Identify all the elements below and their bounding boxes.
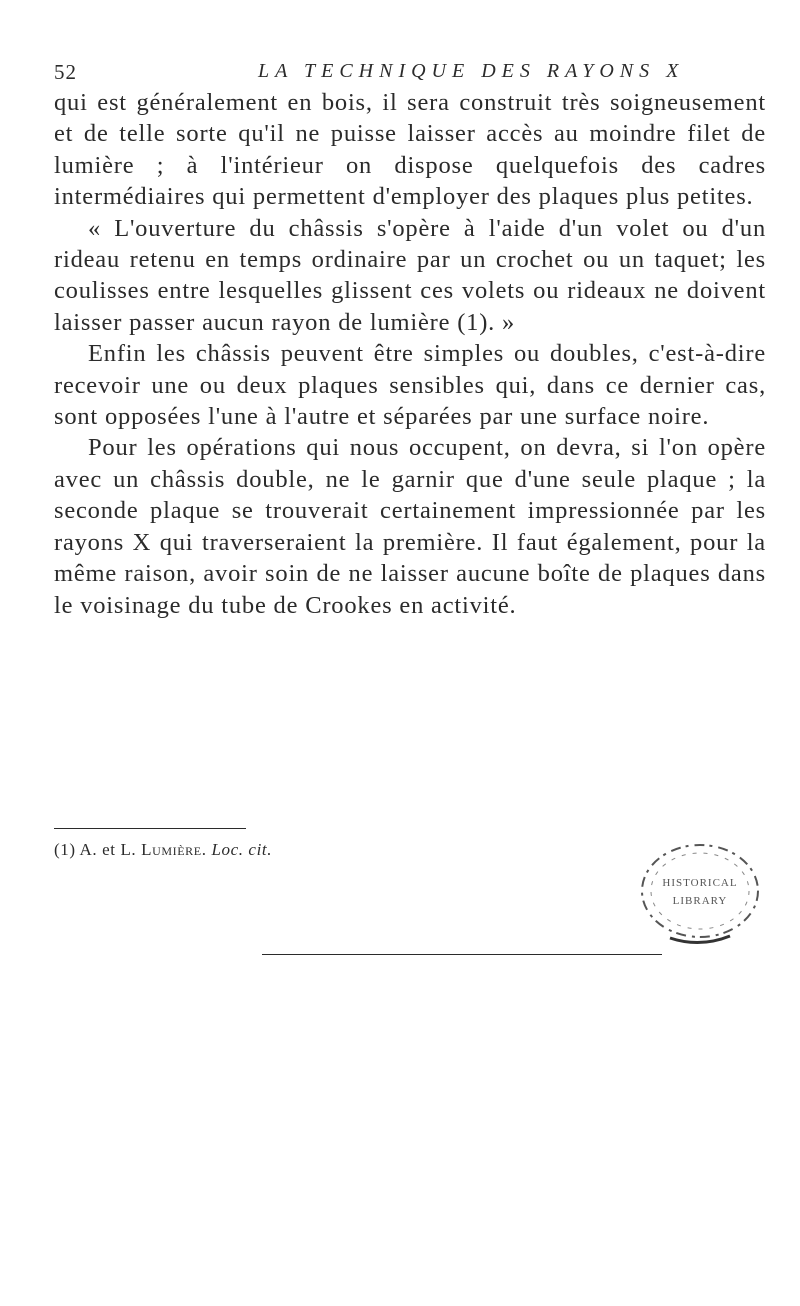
paragraph-quote: « L'ouverture du châssis s'opère à l'aide d'un volet ou d'un rideau retenu en temps ordinaire par un crochet ou un taquet; les coulisses entre lesquelles glissent ces volets ou rideaux ne doivent laisser passer aucun rayon de lumière (1). »	[54, 214, 766, 336]
paragraph-chassis-types: Enfin les châssis peuvent être simples ou doubles, c'est-à-dire recevoir une ou deux plaques sensibles qui, dans ce dernier cas, sont opposées l'une à l'autre et séparées par une surface noire.	[54, 340, 766, 431]
paragraph-continuation: qui est généralement en bois, il sera construit très soigneusement et de telle sorte qu'il ne puisse laisser accès au moindre filet de lumière ; à l'intérieur on dispose quelquefois des cadres intermédiaires qui permettent d'employer des plaques plus petites.	[54, 89, 766, 211]
footnote-authors-prefix: A. et L.	[79, 840, 137, 859]
page-number: 52	[54, 60, 77, 84]
footnote-authors-name: Lumière	[141, 840, 202, 859]
footnote-reference: Loc. cit.	[211, 840, 273, 859]
stamp-line1: HISTORICAL	[662, 877, 738, 889]
footnote-marker: (1)	[54, 840, 76, 859]
library-stamp-icon	[630, 836, 770, 946]
footnote-divider	[54, 828, 246, 829]
stamp-line2: LIBRARY	[672, 895, 728, 907]
body-text	[54, 87, 766, 621]
footnote: (1) A. et L. Lumière. Loc. cit.	[54, 840, 273, 859]
running-head	[54, 60, 754, 88]
paragraph-operations: Pour les opérations qui nous occupent, on devra, si l'on opère avec un châssis double, ne le garnir que d'une seule plaque ; la seconde plaque se trouverait certainement impressionnée par les rayons X qui traverseraient la première. Il faut également, pour la même raison, avoir soin de ne laisser aucune boîte de plaques dans le voisinage du tube de Crookes en activité.	[54, 434, 766, 619]
running-title: LA TECHNIQUE DES RAYONS X	[258, 60, 685, 82]
page-bottom-rule	[262, 954, 662, 955]
